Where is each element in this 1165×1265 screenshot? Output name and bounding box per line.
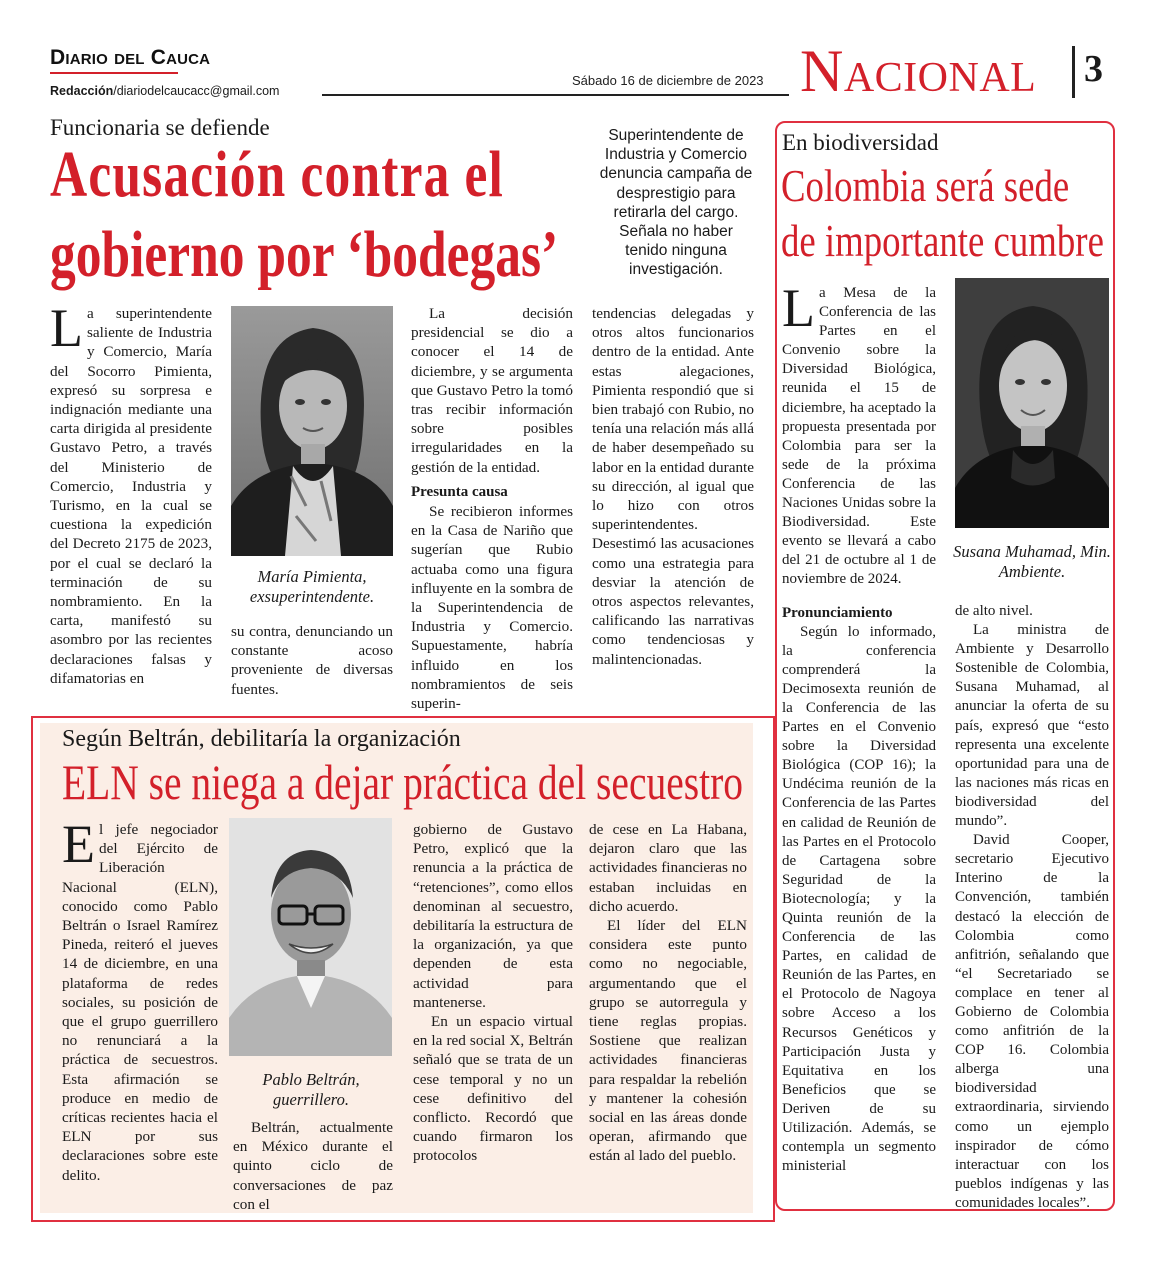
article2-col1-text: a Mesa de la Conferencia de las Partes en el Convenio sobre la Diversidad Biológica, reunida el 15 de diciembre, ha aceptado la propuesta presentada por Colombia para ser la sede de la próxima Conferencia de las Naciones Unidas sobre la Biodiversidad. Este evento se llevará a cabo del 21 de octubre al 1 de noviembre de 2024. <box>782 285 936 588</box>
redaccion-email[interactable]: /diariodelcaucacc@gmail.com <box>113 84 280 98</box>
article3-col1-text: l jefe negociador del Ejército de Liberación Nacional (ELN), conocido como Pablo Beltrán o Israel Ramírez Pineda, reiteró el jueves 14 de diciembre, en una plataforma de redes sociales, su posición de que el grupo guerrillero no renunciará a la práctica de secuestros. Esta afirmación se produce en medio de críticas recientes hacia el ELN por sus declaraciones sobre este delito. <box>62 821 218 1184</box>
section-title: Nacional <box>800 38 1037 104</box>
article2-column-1 <box>782 278 936 1176</box>
portrait-man-icon <box>229 818 392 1056</box>
article1-column-3 <box>411 304 573 713</box>
masthead-rule <box>322 94 789 96</box>
article2-headline-line2[interactable]: de importante cumbre <box>781 215 1104 266</box>
issue-date: Sábado 16 de diciembre de 2023 <box>572 73 764 88</box>
article2-col2-p1: de alto nivel. <box>955 603 1033 619</box>
article2-headline-line1[interactable]: Colombia será sede <box>781 160 1070 211</box>
article2-subhead: Pronunciamiento <box>782 604 893 621</box>
article3-column-1 <box>62 814 218 1185</box>
portrait-woman-icon <box>955 278 1109 528</box>
article1-kicker: Funcionaria se defiende <box>50 115 270 140</box>
article3-col4-p1: de cese en La Habana, dejaron claro que las actividades financieras no estaban incluidas en dicho acuerdo. <box>589 821 747 915</box>
article3-col2-text: Beltrán, actualmente en México durante el quinto ciclo de conversaciones de paz con el <box>233 1119 393 1213</box>
article1-deck: Superintendente de Industria y Comercio denuncia campaña de desprestigio para retirarla del cargo. Señala no haber tenido ninguna investigación. <box>599 127 753 279</box>
article2-col1-p2: Según lo informado, la conferencia comprenderá la Decimosexta reunión de la Conferencia de las Partes en el Convenio sobre la Diversidad Biológica (COP 16); la Undécima reunión de la Conferencia de las Partes en calidad de Reunión de las Partes en el Protocolo de Cartagena sobre Seguridad de la Biotecnología; y la Quinta reunión de la Conferencia de las Partes, en calidad de Reunión de las Partes, en el Protocolo de Nagoya sobre Acceso a los Recursos Genéticos y Participación Justa y Equitativa en los Beneficios que se Deriven de su Utilización. Además, se contempla un segmento ministerial <box>782 623 936 1175</box>
article1-headline-line2[interactable]: gobierno por ‘bodegas’ <box>50 218 559 291</box>
article3-column-4 <box>589 820 747 1166</box>
article2-col2-p2: La ministra de Ambiente y Desarrollo Sostenible de Colombia, Susana Muhamad, al anunciar la oferta de su país, expresó que “esto representa una excelente oportunidad para una de las naciones más ricas en biodiversidad del mundo”. <box>955 622 1109 830</box>
page-number: 3 <box>1084 48 1103 90</box>
article3-col3-p1: gobierno de Gustavo Petro, explicó que la renuncia a la práctica de “retenciones”, como ellos denominan al secuestro, debilitaría la estructura de la organización, ya que dependen de esta actividad para mantenerse. <box>413 821 573 1011</box>
pablo-beltran-photo <box>229 818 392 1056</box>
article3-kicker: Según Beltrán, debilitaría la organización <box>62 726 461 752</box>
article1-col4-text: tendencias delegadas y otros altos funcionarios dentro de la entidad. Ante estas alegaciones, Pimienta respondió que si bien trabajó con Rubio, no tenía una relación más allá de haber desempeñado su labor en la entidad durante su dirección, al igual que lo hizo con otros superintendentes. Desestimó las acusaciones como una estrategia para desviar la atención de otros aspectos relevantes, calificando las narrativas como tendenciosas y malintencionadas. <box>592 305 754 668</box>
article2-dropcap: L <box>782 278 815 338</box>
portrait-woman-icon <box>231 306 393 556</box>
article3-column-2 <box>233 1118 393 1214</box>
article1-col2-text: su contra, denunciando un constante acoso proveniente de diversas fuentes. <box>231 623 393 698</box>
article2-column-2 <box>955 602 1109 1213</box>
maria-pimienta-caption: María Pimienta, exsuperintendente. <box>249 567 375 606</box>
article1-col3-p2: Se recibieron informes en la Casa de Nariño que sugerían que Rubio actuaba como una figura influyente en la sombra de la Superintendencia de Industria y Comercio. Supuestamente, habría influido en los nombramientos de seis superin- <box>411 503 573 713</box>
section-divider <box>1072 46 1075 98</box>
redaccion-line <box>50 84 279 98</box>
maria-pimienta-photo <box>231 306 393 556</box>
article2-kicker: En biodiversidad <box>782 130 939 155</box>
article3-dropcap: E <box>62 814 95 874</box>
redaccion-label: Redacción <box>50 84 114 98</box>
article1-column-2 <box>231 622 393 699</box>
article3-headline[interactable]: ELN se niega a dejar práctica del secuestro <box>62 754 744 810</box>
article3-col3-p2: En un espacio virtual en la red social X, Beltrán señaló que se trata de un cese temporal y no un cese definitivo del conflicto. Recordó que cuando firmaron los protocolos <box>413 1013 573 1165</box>
susana-muhamad-caption: Susana Muhamad, Min. Ambiente. <box>953 542 1111 581</box>
article1-column-4 <box>592 304 754 669</box>
article2-col2-p3: David Cooper, secretario Ejecutivo Interino de la Convención, también destacó la elección de Colombia como anfitrión, señalando que “el Secretariado se complace en tener al Gobierno de Colombia como anfitrión de la COP 16. Colombia alberga una biodiversidad extraordinaria, sirviendo como un ejemplo inspirador de cómo interactuar con los pueblos indígenas y las comunidades locales”. <box>955 832 1109 1211</box>
brand-underline <box>50 72 178 74</box>
susana-muhamad-photo <box>955 278 1109 528</box>
article1-col3-p1: La decisión presidencial se dio a conocer el 14 de diciembre, y se argumenta que Gustavo Petro la tomó tras recibir información sobre posibles irregularidades en la gestión de la entidad. <box>411 305 573 476</box>
masthead-brand[interactable]: Diario del Cauca <box>50 46 211 69</box>
article1-col3-subhead: Presunta causa <box>411 483 508 500</box>
article1-col1-text: a superintendente saliente de Industria y Comercio, María del Socorro Pimienta, expresó su sorpresa e indignación mediante una carta dirigida al presidente Gustavo Petro, a través del Ministerio de Comercio, Industria y Turismo, en la cual se cuestiona la expedición del Decreto 2175 de 2023, por el cual se declaró la terminación de su nombramiento. En la carta, manifestó su asombro por las recientes declaraciones falsas y difamatorias en <box>50 305 212 687</box>
pablo-beltran-caption: Pablo Beltrán, guerrillero. <box>262 1070 360 1109</box>
article1-dropcap: L <box>50 298 83 358</box>
article1-column-1 <box>50 298 212 688</box>
article3-column-3 <box>413 820 573 1166</box>
article3-col4-p2: El líder del ELN considera este punto como no negociable, argumentando que el grupo se autorregula y tiene reglas propias. Sostiene que realizan actividades financieras para respaldar la rebelión y mantener la cohesión social en las áreas donde operan, afirmando que están al lado del pueblo. <box>589 917 747 1165</box>
article1-headline-line1[interactable]: Acusación contra el <box>50 138 505 211</box>
